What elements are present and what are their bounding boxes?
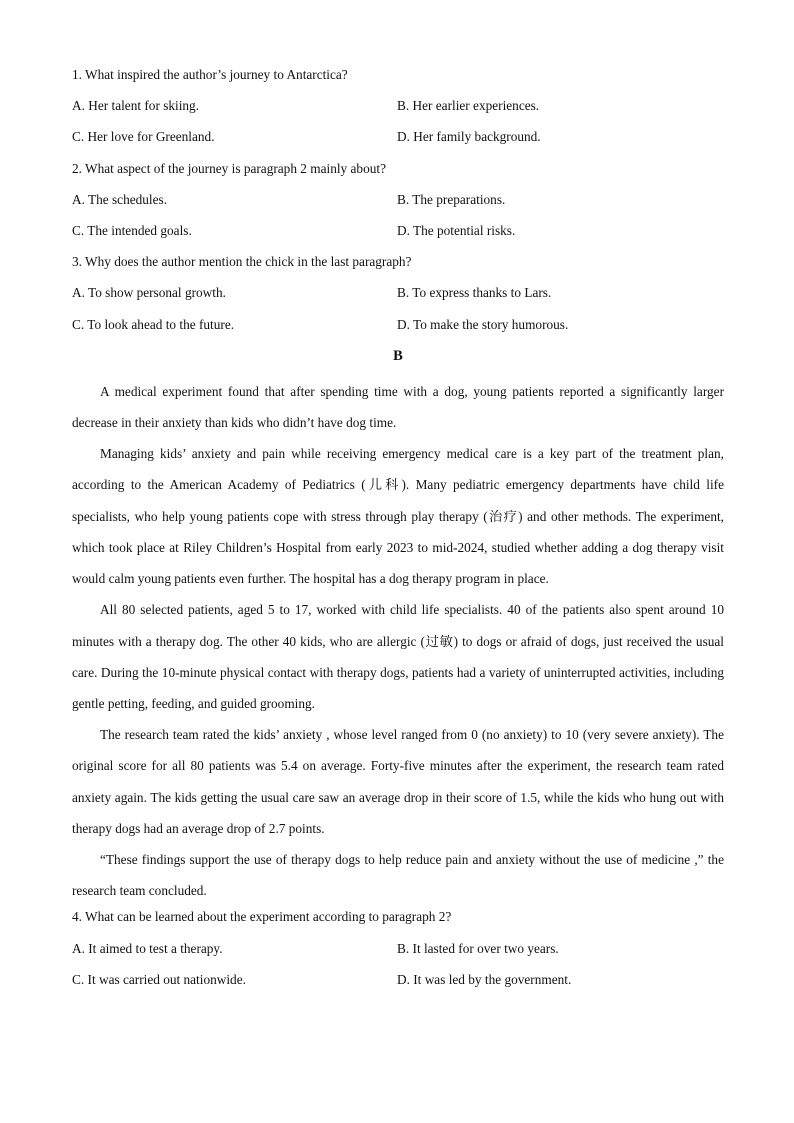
question-4-options-row-2 xyxy=(72,969,724,1000)
question-3-stem: 3. Why does the author mention the chick in the last paragraph? xyxy=(72,254,412,270)
question-3-option-d[interactable]: D. To make the story humorous. xyxy=(397,316,569,332)
question-3-options-row-1 xyxy=(72,282,724,313)
passage-paragraph-2: Managing kids’ anxiety and pain while receiving emergency medical care is a key part of the treatment plan, according to the American Academy of Pediatrics (儿科). Many pediatric emergency departments have child life specialists, who help young patients cope with stress through play therapy (治疗) and other methods. The experiment, which took place at Riley Children’s Hospital from early 2023 to mid-2024, studied whether adding a dog therapy visit would calm young patients even further. The hospital has a dog therapy program in place. xyxy=(72,446,724,587)
passage-paragraph-1: A medical experiment found that after spending time with a dog, young patients reported a significantly larger decrease in their anxiety than kids who didn’t have dog time. xyxy=(72,383,724,431)
question-2-options-row-2 xyxy=(72,220,724,251)
question-2-options-row-1 xyxy=(72,189,724,220)
question-1-options-row-2 xyxy=(72,126,724,157)
question-3-options-row-2 xyxy=(72,314,724,345)
question-4-option-c[interactable]: C. It was carried out nationwide. xyxy=(72,971,246,987)
question-3-option-b[interactable]: B. To express thanks to Lars. xyxy=(397,285,552,301)
question-2-option-d[interactable]: D. The potential risks. xyxy=(397,222,516,238)
exam-page xyxy=(72,64,724,1000)
question-4-option-b[interactable]: B. It lasted for over two years. xyxy=(397,940,559,956)
question-2-stem: 2. What aspect of the journey is paragraph 2 mainly about? xyxy=(72,160,386,176)
section-heading: B xyxy=(393,347,403,364)
passage-paragraph-3: All 80 selected patients, aged 5 to 17, worked with child life specialists. 40 of the patients also spent around 10 minutes with a therapy dog. The other 40 kids, who are allergic (过敏) to dogs or afraid of dogs, just received the usual care. During the 10-minute physical contact with therapy dogs, patients had a variety of uninterrupted activities, including gentle petting, feeding, and guided grooming. xyxy=(72,602,724,711)
passage-paragraph-4: The research team rated the kids’ anxiety , whose level ranged from 0 (no anxiety) to 10 (very severe anxiety). The original score for all 80 patients was 5.4 on average. Forty-five minutes after the experiment, the research team rated anxiety again. The kids getting the usual care saw an average drop in their score of 1.5, while the kids who hung out with therapy dogs had an average drop of 2.7 points. xyxy=(72,727,724,836)
question-4-option-d[interactable]: D. It was led by the government. xyxy=(397,971,572,987)
question-1-option-d[interactable]: D. Her family background. xyxy=(397,129,541,145)
question-3-option-c[interactable]: C. To look ahead to the future. xyxy=(72,316,235,332)
question-4-options-row-1 xyxy=(72,938,724,969)
question-2-option-a[interactable]: A. The schedules. xyxy=(72,191,168,207)
question-4-stem: 4. What can be learned about the experiment according to paragraph 2? xyxy=(72,909,452,925)
question-1-option-c[interactable]: C. Her love for Greenland. xyxy=(72,129,215,145)
question-1-stem: 1. What inspired the author’s journey to Antarctica? xyxy=(72,67,348,82)
question-2-option-b[interactable]: B. The preparations. xyxy=(397,191,506,207)
question-4-option-a[interactable]: A. It aimed to test a therapy. xyxy=(72,940,223,956)
question-3-option-a[interactable]: A. To show personal growth. xyxy=(72,285,226,301)
question-2-option-c[interactable]: C. The intended goals. xyxy=(72,222,192,238)
question-1-option-a[interactable]: A. Her talent for skiing. xyxy=(72,98,200,114)
question-1-option-b[interactable]: B. Her earlier experiences. xyxy=(397,98,540,114)
passage-paragraph-5: “These findings support the use of therapy dogs to help reduce pain and anxiety without the use of medicine ,” the research team concluded. xyxy=(72,851,724,899)
question-1-options-row-1 xyxy=(72,95,724,126)
